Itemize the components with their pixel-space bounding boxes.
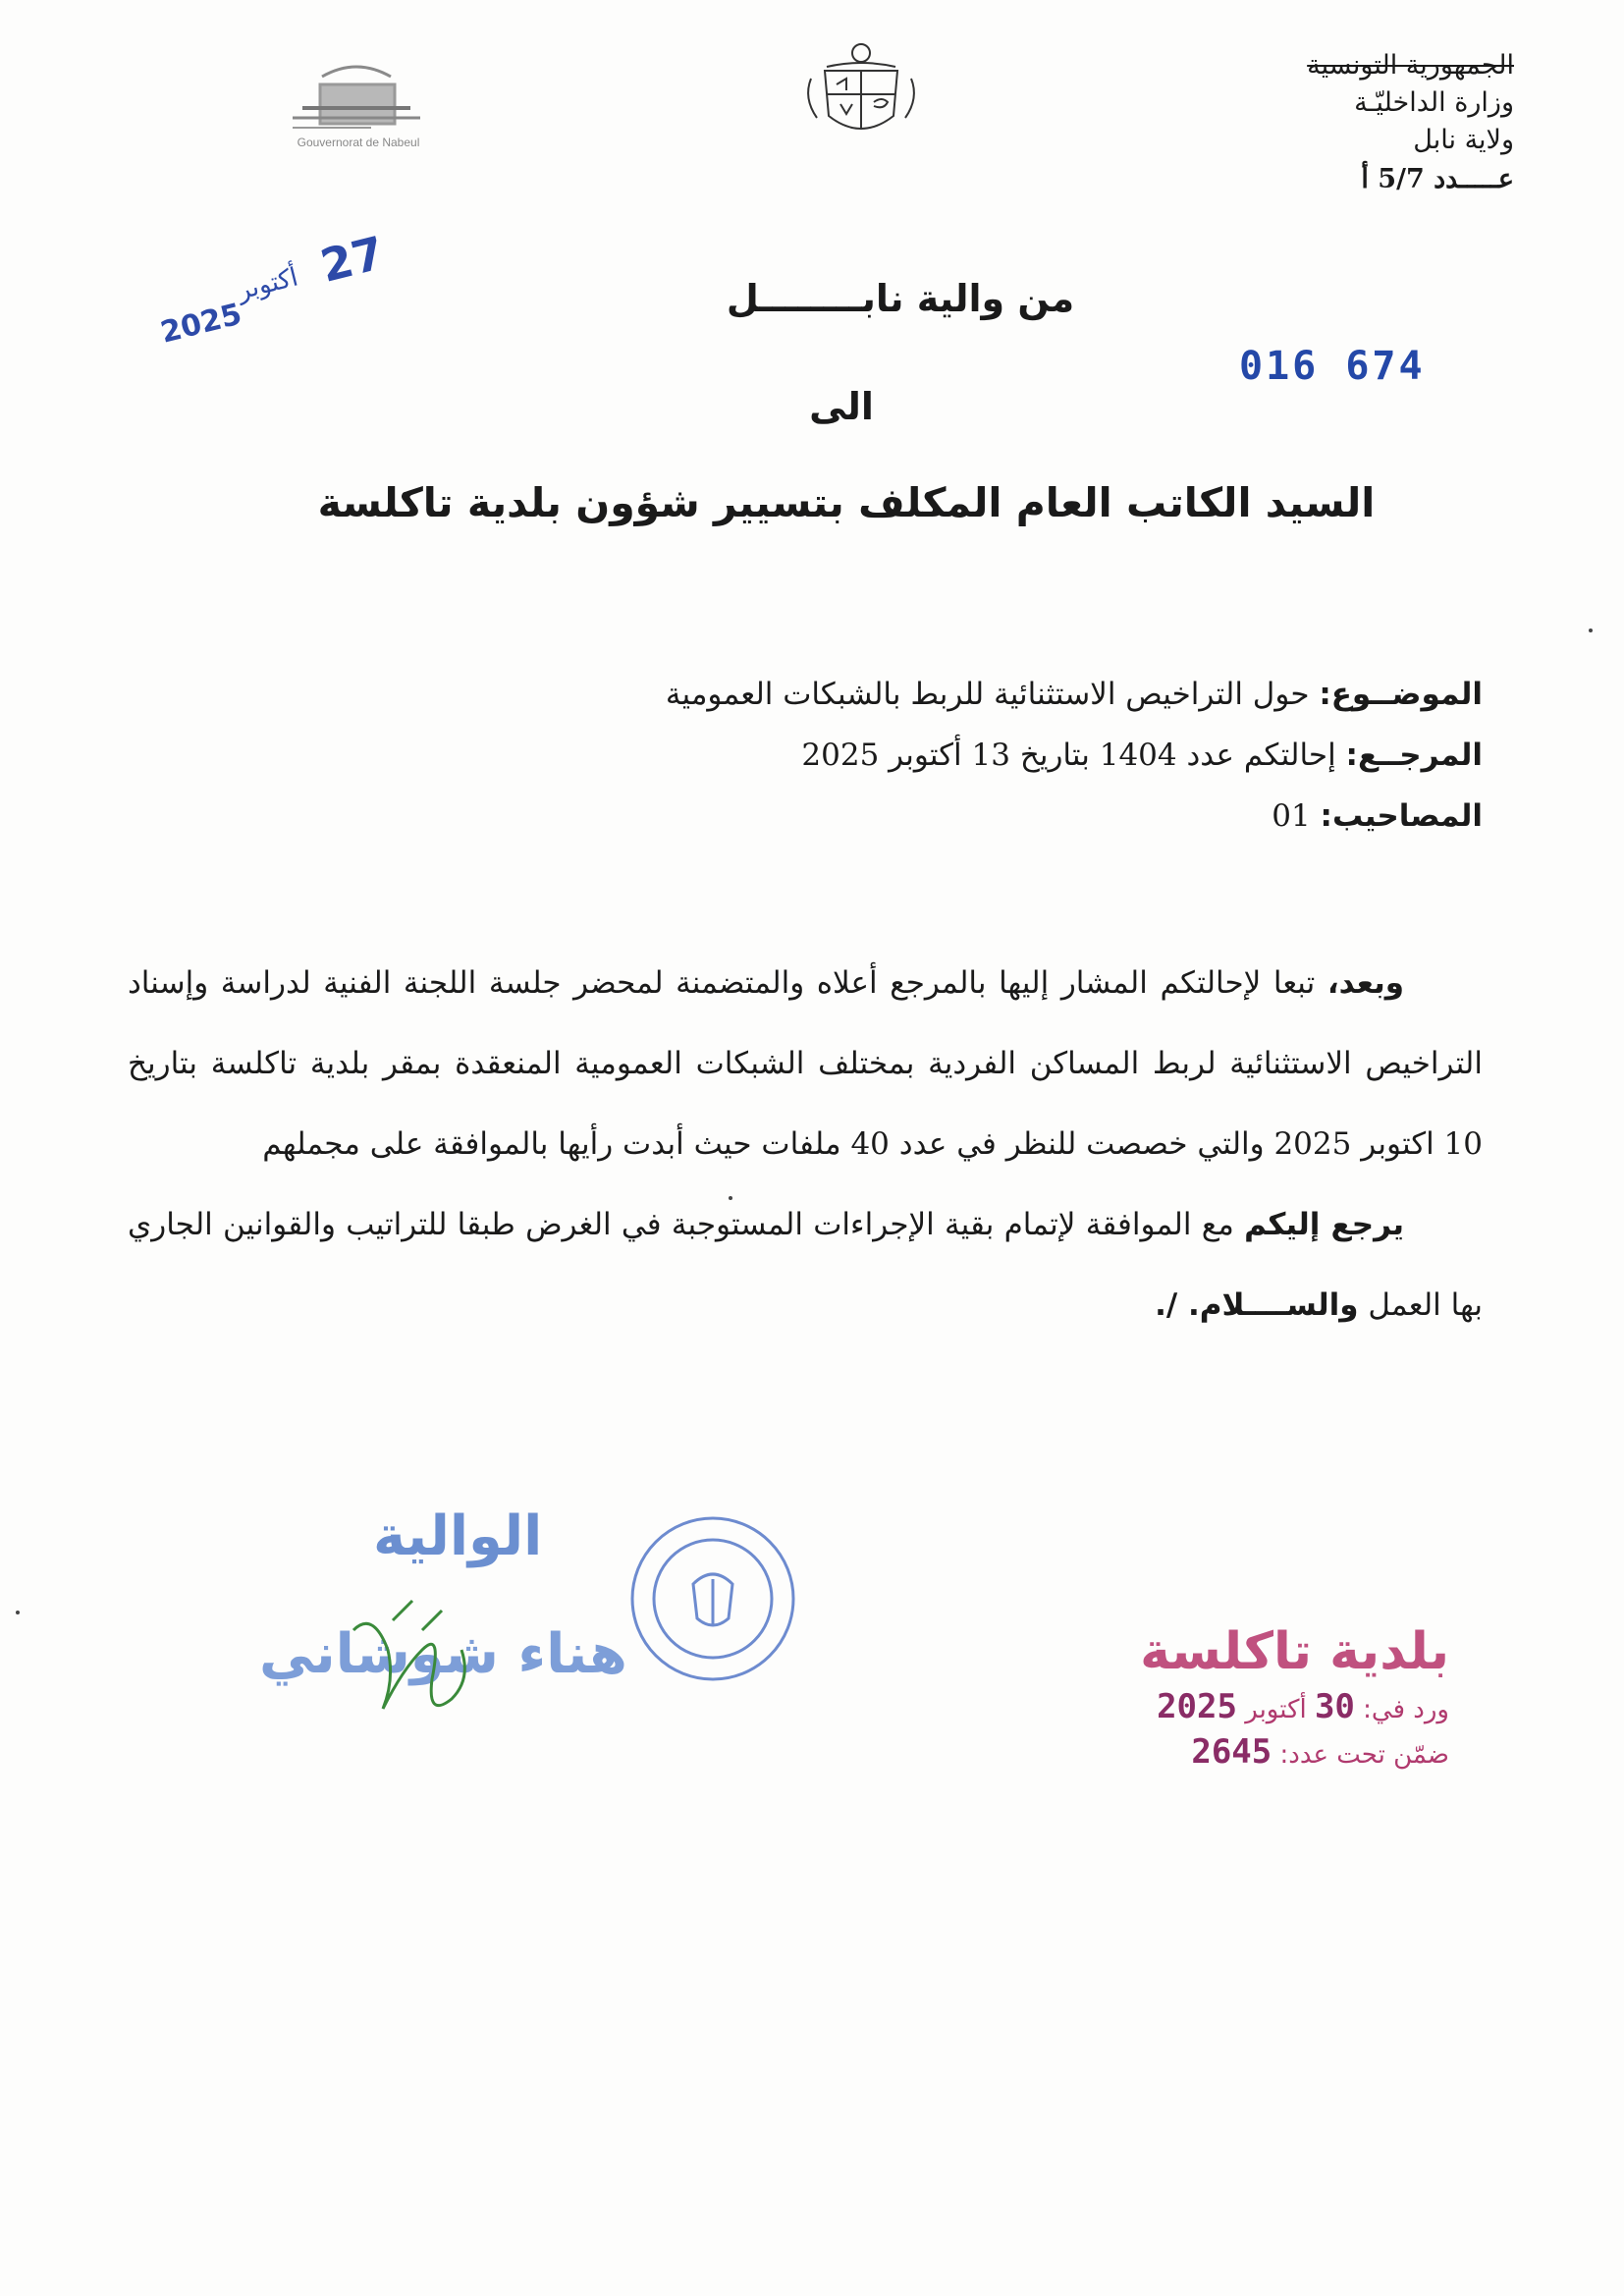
receipt-registration-line (1017, 1732, 1449, 1772)
receipt-received-year: 2025 (1157, 1687, 1237, 1726)
stamp-day: 27 (315, 225, 390, 293)
handwritten-signature-icon (334, 1591, 491, 1738)
header-governorate: ولاية نابل (1413, 125, 1514, 155)
header-number-value: 5/7 أ (1361, 164, 1425, 194)
official-round-seal-icon (624, 1510, 801, 1687)
attachments-value: 01 (1272, 798, 1311, 834)
municipality-receipt-stamp (1017, 1622, 1449, 1772)
signature-name: هناء شوشاني (259, 1622, 627, 1686)
letter-from: من والية نابــــــــل (726, 277, 1075, 320)
header-number (1259, 161, 1514, 198)
receipt-received-day: 30 (1314, 1687, 1355, 1726)
tunisia-emblem-icon (797, 39, 925, 147)
letter-body (128, 943, 1483, 1345)
header-number-label: عـــــدد (1434, 164, 1514, 194)
subject-label: الموضــوع: (1319, 677, 1483, 712)
subject-value: حول التراخيص الاستثنائية للربط بالشبكات العمومية (665, 677, 1310, 712)
body-paragraph-2 (128, 1184, 1483, 1345)
governorate-logo-caption: Gouvernorat de Nabeul (297, 136, 420, 149)
body-p2-text: مع الموافقة لإتمام بقية الإجراءات المستوجبة في الغرض طبقا للتراتيب والقوانين الجاري بها العمل (128, 1207, 1483, 1323)
receipt-registered-label: ضمّن تحت عدد: (1279, 1740, 1449, 1770)
receipt-date-line (1017, 1687, 1449, 1726)
attachments-label: المصاحيب: (1320, 798, 1483, 834)
reference-number-stamp (1239, 344, 1426, 389)
letter-to: الى (809, 385, 874, 428)
letter-addressee: السيد الكاتب العام المكلف بتسيير شؤون بلدية تاكلسة (317, 479, 1376, 526)
scan-speck (1589, 629, 1593, 632)
stamp-year: 2025 (157, 297, 245, 351)
body-p2-closing: والســــلام. /. (1155, 1287, 1359, 1323)
body-p1-lead: وبعد، (1326, 965, 1404, 1001)
receipt-received-month: أكتوبر (1245, 1695, 1307, 1724)
receipt-stamp-title: بلدية تاكلسة (1140, 1622, 1449, 1681)
scan-speck (16, 1611, 20, 1614)
reference-label: المرجــع: (1345, 738, 1483, 773)
body-p2-lead: يرجع إليكم (1244, 1207, 1404, 1242)
stamp-month: أكتوبر (234, 262, 301, 306)
attachments-row (501, 786, 1483, 847)
letter-meta (501, 664, 1483, 847)
stamp-reference-number: 016 674 (1239, 344, 1426, 389)
header-republic: الجمهورية التونسية (1307, 50, 1514, 81)
scan-speck (729, 1196, 732, 1200)
body-p1-text: تبعا لإحالتكم المشار إليها بالمرجع أعلاه والمتضمنة لمحضر جلسة اللجنة الفنية لدراسة وإسناد التراخيص الاستثنائية لربط المساكن الفردية بمختلف الشبكات العمومية المنعقدة بمقر بلدية تاكلسة بتاريخ 10 اكتوبر 2025 والتي خصصت للنظر في عدد 40 ملفات حيث أبدت رأيها بالموافقة على مجملهم (128, 965, 1483, 1162)
body-paragraph-1 (128, 943, 1483, 1184)
reference-row (501, 725, 1483, 786)
subject-row (501, 664, 1483, 725)
receipt-registered-number: 2645 (1191, 1732, 1272, 1772)
reference-value: إحالتكم عدد 1404 بتاريخ 13 أكتوبر 2025 (801, 738, 1336, 773)
receipt-received-label: ورد في: (1363, 1695, 1449, 1724)
letter-header (1259, 47, 1514, 198)
header-ministry: وزارة الداخليّـة (1354, 87, 1514, 118)
signature-title: الوالية (373, 1504, 543, 1568)
